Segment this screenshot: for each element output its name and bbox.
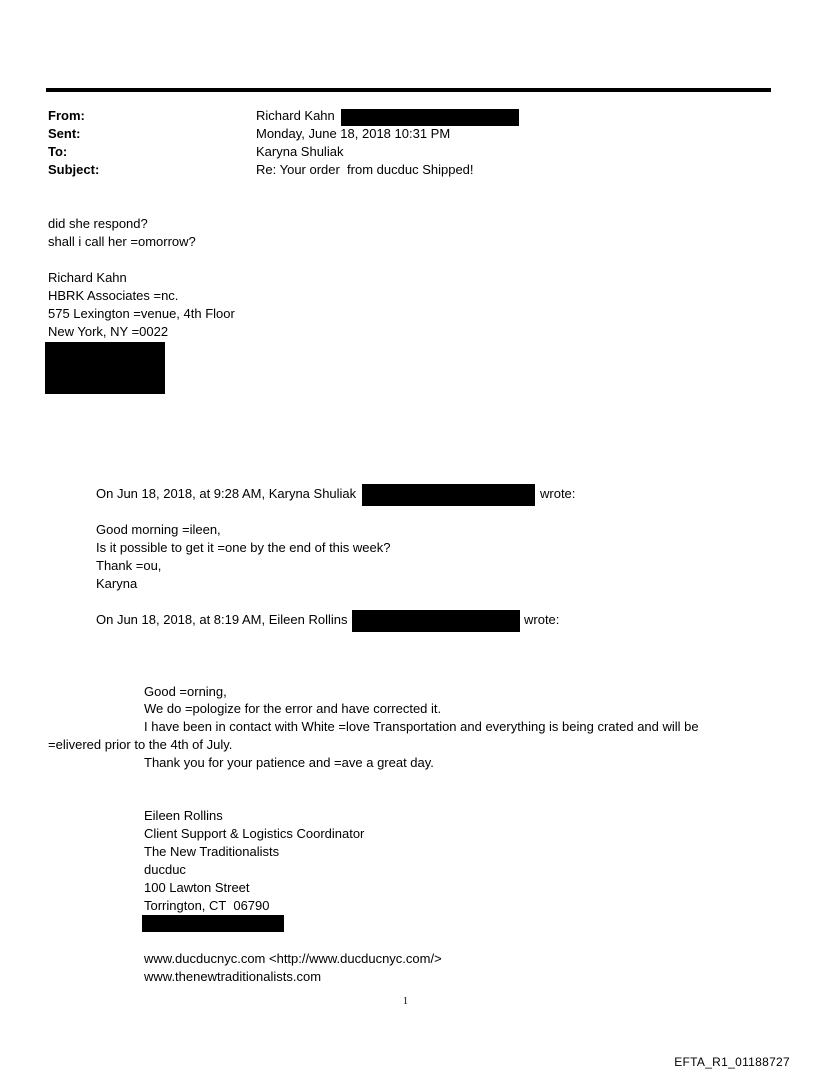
ducduc-url[interactable]: www.ducducnyc.com <http://www.ducducnyc.com/>	[144, 951, 442, 966]
header-rule	[46, 88, 771, 92]
quote1-line-2: Is it possible to get it =one by the end of this week?	[96, 540, 391, 555]
from-value: Richard Kahn	[256, 108, 335, 123]
quote1-attribution: On Jun 18, 2018, at 9:28 AM, Karyna Shuliak	[96, 486, 357, 501]
subject-label: Subject:	[48, 162, 100, 177]
quote2-line-5: Thank you for your patience and =ave a great day.	[144, 755, 434, 770]
bates-number: EFTA_R1_01188727	[674, 1055, 790, 1069]
subject-value: Re: Your order from ducduc Shipped!	[256, 162, 474, 177]
redaction-from-email	[341, 109, 519, 126]
body-line-1: did she respond?	[48, 216, 148, 231]
quote1-line-3: Thank =ou,	[96, 558, 162, 573]
quote2-attribution: On Jun 18, 2018, at 8:19 AM, Eileen Rollins	[96, 612, 348, 627]
quote2-line-2: We do =pologize for the error and have corrected it.	[144, 701, 442, 716]
body-line-2: shall i call her =omorrow?	[48, 234, 196, 249]
sent-label: Sent:	[48, 126, 81, 141]
eileen-signature-city: Torrington, CT 06790	[144, 898, 270, 913]
to-value: Karyna Shuliak	[256, 144, 344, 159]
eileen-signature-name: Eileen Rollins	[144, 808, 223, 823]
eileen-signature-street: 100 Lawton Street	[144, 880, 250, 895]
redaction-signature-block	[45, 342, 165, 394]
signature-name: Richard Kahn	[48, 270, 127, 285]
quote2-line-1: Good =orning,	[144, 684, 227, 699]
from-label: From:	[48, 108, 85, 123]
redaction-eileen-phone	[142, 915, 284, 932]
quote2-wrote: wrote:	[524, 612, 560, 627]
sent-value: Monday, June 18, 2018 10:31 PM	[256, 126, 451, 141]
quote1-line-1: Good morning =ileen,	[96, 522, 221, 537]
signature-city: New York, NY =0022	[48, 324, 169, 339]
redaction-eileen-email	[352, 610, 520, 632]
eileen-signature-brand: ducduc	[144, 862, 186, 877]
page-number: 1	[403, 996, 408, 1007]
quote1-line-4: Karyna	[96, 576, 138, 591]
eileen-signature-title: Client Support & Logistics Coordinator	[144, 826, 365, 841]
to-label: To:	[48, 144, 68, 159]
eileen-signature-company: The New Traditionalists	[144, 844, 280, 859]
signature-address: 575 Lexington =venue, 4th Floor	[48, 306, 235, 321]
quote2-line-4: =elivered prior to the 4th of July.	[48, 737, 233, 752]
redaction-karyna-email	[362, 484, 535, 506]
quote2-line-3: I have been in contact with White =love Transportation and everything is being crated and will be	[144, 719, 699, 734]
newtraditionalists-url[interactable]: www.thenewtraditionalists.com	[144, 969, 322, 984]
signature-company: HBRK Associates =nc.	[48, 288, 179, 303]
quote1-wrote: wrote:	[540, 486, 576, 501]
